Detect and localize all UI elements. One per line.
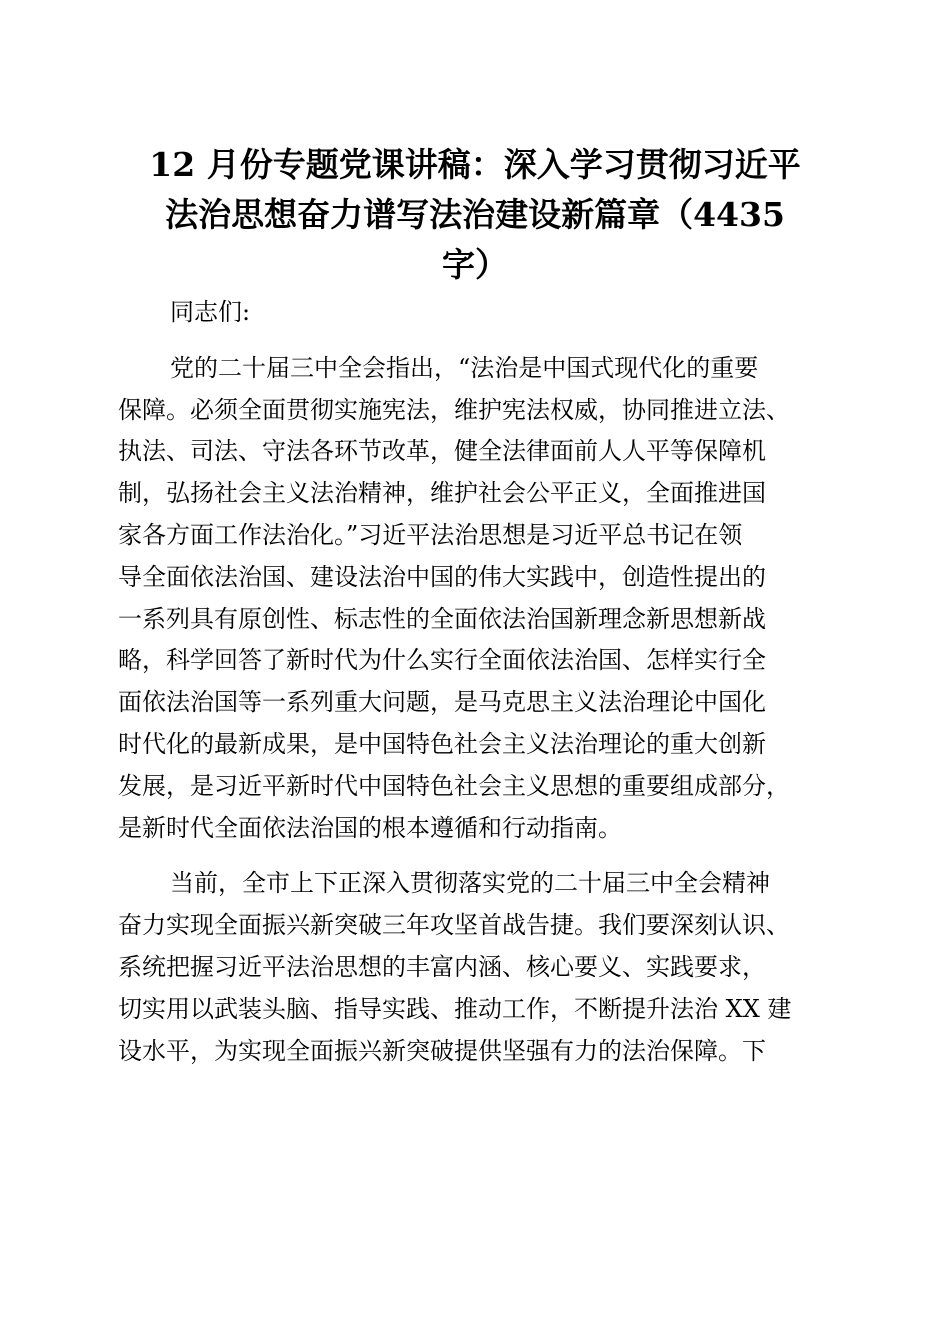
- paragraph-2: [118, 863, 838, 1072]
- document-title: [110, 140, 840, 290]
- paragraph-1-line: 家各方面工作法治化。”习近平法治思想是习近平总书记在领: [118, 520, 743, 549]
- paragraph-2-line: 当前，全市上下正深入贯彻落实党的二十届三中全会精神: [170, 869, 770, 898]
- title-line-3: 字）: [442, 245, 508, 284]
- paragraph-1-line: 党的二十届三中全会指出，“法治是中国式现代化的重要: [170, 353, 759, 382]
- document-body: [118, 292, 838, 1072]
- paragraph-1: [118, 348, 838, 850]
- title-line-2: 法治思想奋力谱写法治建设新篇章（4435: [165, 195, 785, 234]
- paragraph-2-line: 系统把握习近平法治思想的丰富内涵、核心要义、实践要求，: [118, 952, 766, 981]
- paragraph-2-line: 切实用以武装头脑、指导实践、推动工作，不断提升法治 XX 建: [118, 994, 792, 1023]
- paragraph-2-line: 奋力实现全面振兴新突破三年攻坚首战告捷。我们要深刻认识、: [118, 911, 790, 940]
- paragraph-1-line: 略，科学回答了新时代为什么实行全面依法治国、怎样实行全: [118, 646, 766, 675]
- paragraph-1-line: 制，弘扬社会主义法治精神，维护社会公平正义，全面推进国: [118, 479, 766, 508]
- paragraph-1-line: 导全面依法治国、建设法治中国的伟大实践中，创造性提出的: [118, 562, 766, 591]
- paragraph-1-line: 是新时代全面依法治国的根本遵循和行动指南。: [118, 813, 622, 842]
- paragraph-1-line: 面依法治国等一系列重大问题，是马克思主义法治理论中国化: [118, 688, 766, 717]
- title-line-1: 12 月份专题党课讲稿：深入学习贯彻习近平: [149, 145, 801, 184]
- paragraph-1-line: 时代化的最新成果，是中国特色社会主义法治理论的重大创新: [118, 729, 766, 758]
- salutation: 同志们:: [170, 298, 251, 326]
- paragraph-2-line: 设水平，为实现全面振兴新突破提供坚强有力的法治保障。下: [118, 1036, 766, 1065]
- paragraph-1-line: 一系列具有原创性、标志性的全面依法治国新理念新思想新战: [118, 604, 766, 633]
- paragraph-1-line: 保障。必须全面贯彻实施宪法，维护宪法权威，协同推进立法、: [118, 395, 790, 424]
- paragraph-1-line: 发展，是习近平新时代中国特色社会主义思想的重要组成部分，: [118, 771, 790, 800]
- paragraph-1-line: 执法、司法、守法各环节改革，健全法律面前人人平等保障机: [118, 437, 766, 466]
